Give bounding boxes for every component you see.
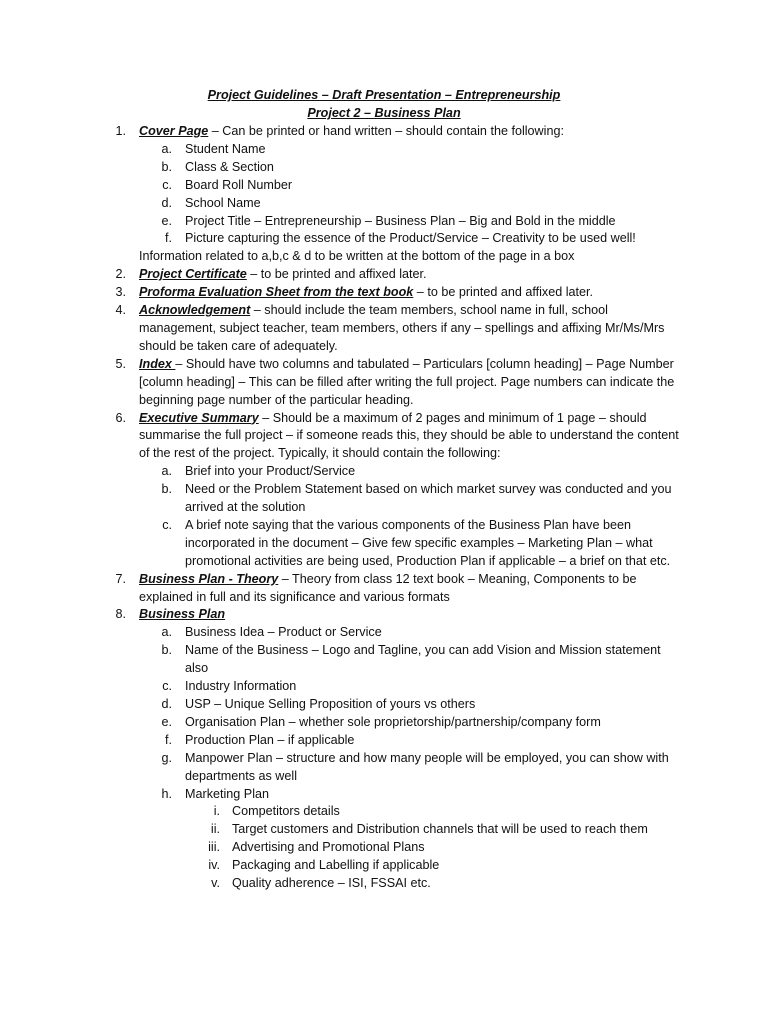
sub-sub-item-text: Target customers and Distribution channels that will be used to reach them [232,822,648,837]
document-subtitle: Project 2 – Business Plan [307,106,461,120]
sub-item [0,696,768,714]
sub-item-text: A brief note saying that the various components of the Business Plan have been incorporated in the document – Give few specific examples – Marketing Plan – what promotional activities are being used, Production Plan if applicable – a brief on that etc. [185,517,671,568]
item-text: – to be printed and affixed later. [413,285,594,300]
sub-item-number: b. [161,159,172,174]
sub-item-text: Business Idea – Product or Service [185,625,382,640]
sub-item-number: e. [161,714,172,729]
sub-item [0,732,768,750]
item-number: 5. [115,356,126,371]
sub-item-text: Production Plan – if applicable [185,732,355,747]
sub-item-number: g. [161,750,172,765]
sub-sub-item [0,857,768,875]
item-label: Project Certificate [139,267,247,282]
list-item [0,410,768,464]
sub-item-text: School Name [185,195,261,210]
sub-item-number: b. [161,482,172,497]
sub-item [0,678,768,696]
sub-item [0,159,768,177]
item-text: – Theory from class 12 text book – Meaning, Components to be explained in full and its significance and various formats [139,571,637,604]
sub-sub-item-number: i. [213,804,220,819]
item-number: 4. [115,303,126,318]
item-label: Cover Page [139,124,209,138]
sub-item-number: f. [165,732,172,747]
sub-sub-item-text: Advertising and Promotional Plans [232,840,425,855]
sub-item-number: d. [161,195,172,210]
list-item [0,266,768,284]
sub-item-text: USP – Unique Selling Proposition of yours vs others [185,697,476,711]
sub-sub-item-number: iii. [208,840,220,855]
item-label: Acknowledgement [139,303,251,318]
sub-item [0,141,768,159]
sub-item [0,714,768,732]
sub-item [0,786,768,804]
sub-item-number: a. [161,464,172,479]
item-text: – Should have two columns and tabulated – Particulars [column heading] – Page Number [column heading] – This can be filled after writing the full project. Page numbers can indicate the beginning page number of the particular heading. [139,356,675,407]
sub-item [0,624,768,642]
sub-item-text: Name of the Business – Logo and Tagline, you can add Vision and Mission statement also [185,643,661,676]
sub-sub-item-number: v. [211,876,220,891]
sub-item [0,463,768,481]
sub-item-number: e. [161,213,172,228]
item-label: Executive Summary [139,410,259,425]
sub-item-text: Marketing Plan [185,786,269,801]
sub-item-text: Picture capturing the essence of the Product/Service – Creativity to be used well! [185,231,636,246]
sub-item [0,750,768,786]
item-number: 8. [115,607,126,622]
sub-item-text: Class & Section [185,159,274,174]
sub-item-text: Industry Information [185,679,297,694]
sub-sub-item-text: Quality adherence – ISI, FSSAI etc. [232,876,431,891]
sub-item-text: Manpower Plan – structure and how many people will be employed, you can show with departments as well [185,750,669,783]
list-item [0,123,768,141]
list-item [0,606,768,624]
list-item [0,571,768,607]
sub-item [0,195,768,213]
sub-item-number: h. [161,786,172,801]
item-text: – Should be a maximum of 2 pages and minimum of 1 page – should summarise the full project – if someone reads this, they should be able to understand the content of the rest of the project. Typically, it should contain the following: [139,410,679,461]
list-item [0,356,768,410]
item-number: 2. [115,267,126,282]
sub-item-number: c. [162,517,172,532]
sub-sub-item-text: Competitors details [232,804,340,819]
sub-sub-item [0,821,768,839]
item-label: Business Plan [139,607,226,622]
item-text: – should include the team members, school name in full, school management, subject teacher, team members, others if any – spellings and affixing Mr/Ms/Mrs should be taken care of adequately. [139,303,665,353]
item-number: 7. [115,571,126,586]
sub-item-text: Student Name [185,141,266,156]
sub-item-number: a. [161,625,172,640]
sub-sub-item [0,803,768,821]
guidelines-list [0,123,768,893]
sub-item-text: Brief into your Product/Service [185,464,356,479]
item-label: Index [139,356,176,371]
sub-item-number: f. [165,231,172,246]
document-title: Project Guidelines – Draft Presentation – Entrepreneurship [207,88,561,102]
sub-item [0,213,768,231]
sub-item [0,177,768,195]
sub-sub-item-number: ii. [210,822,220,837]
sub-item [0,481,768,517]
sub-item-number: a. [161,141,172,156]
list-item [0,284,768,302]
sub-item [0,642,768,678]
sub-item-number: c. [162,177,172,192]
sub-item-text: Need or the Problem Statement based on which market survey was conducted and you arrived at the solution [185,482,672,515]
sub-item-number: d. [161,697,172,711]
sub-item-text: Project Title – Entrepreneurship – Business Plan – Big and Bold in the middle [185,213,616,228]
sub-item-number: c. [162,679,172,694]
sub-sub-item-text: Packaging and Labelling if applicable [232,858,440,873]
sub-sub-item-number: iv. [208,858,220,873]
sub-item-text: Organisation Plan – whether sole proprietorship/partnership/company form [185,714,601,729]
item-number: 3. [115,285,126,300]
sub-item-number: b. [161,643,172,658]
sub-item-text: Board Roll Number [185,177,293,192]
item-label: Proforma Evaluation Sheet from the text book [139,285,414,300]
item-text: – to be printed and affixed later. [246,267,427,282]
list-item [0,302,768,356]
sub-item [0,517,768,571]
item-label: Business Plan - Theory [139,571,279,586]
item-number: 1. [115,124,126,138]
sub-sub-item [0,839,768,857]
item-text: – Can be printed or hand written – should contain the following: [208,124,564,138]
sub-item [0,230,768,248]
item-number: 6. [115,410,126,425]
item-note: Information related to a,b,c & d to be written at the bottom of the page in a box [139,249,575,264]
sub-sub-item [0,875,768,893]
